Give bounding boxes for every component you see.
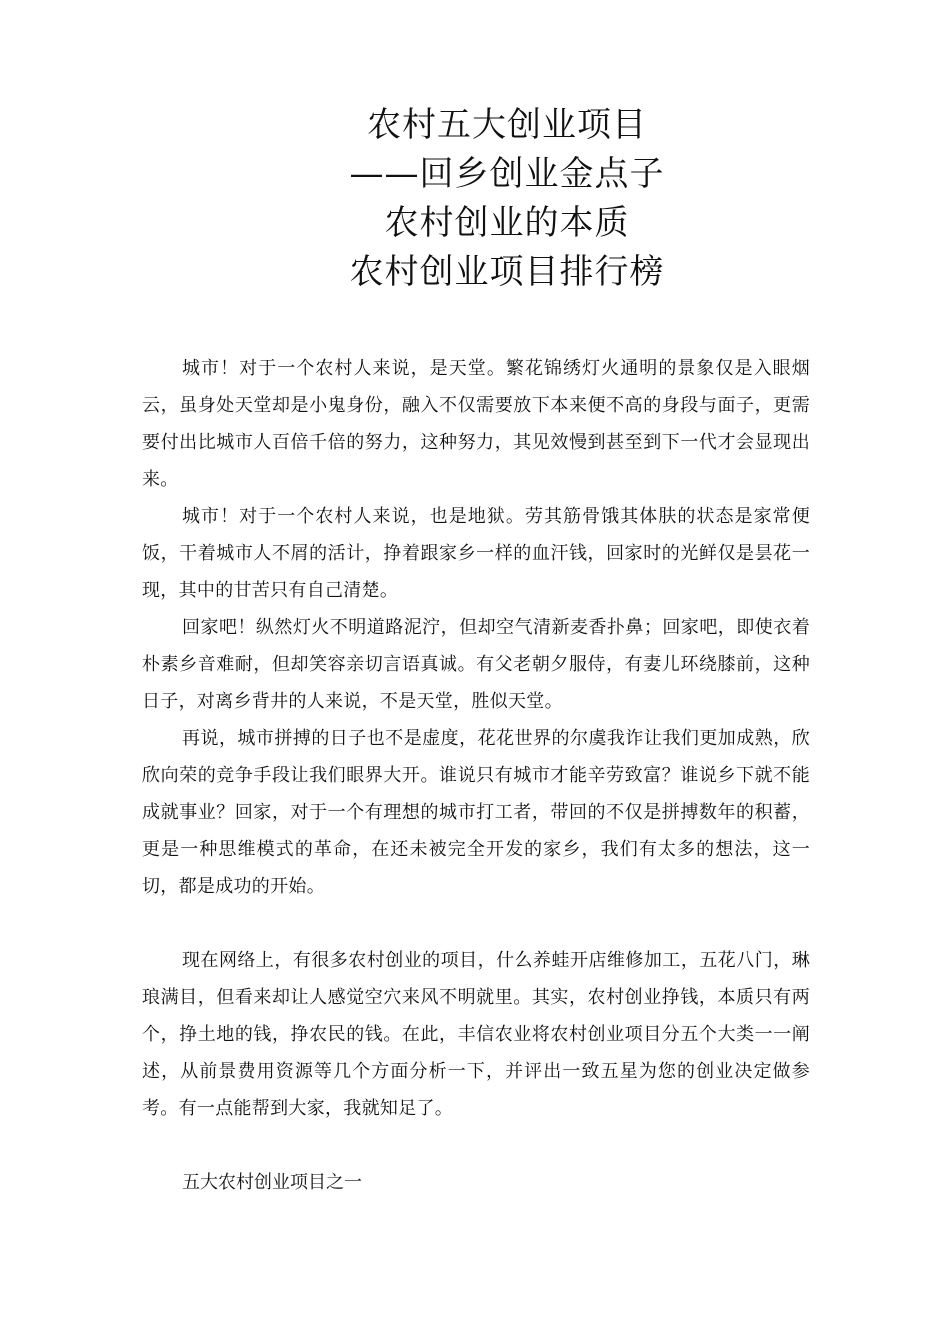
title-line-2: ——回乡创业金点子 xyxy=(349,154,665,194)
title-line-3: 农村创业的本质 xyxy=(384,203,630,243)
paragraph-3: 回家吧！纵然灯火不明道路泥泞，但却空气清新麦香扑鼻；回家吧，即使衣着朴素乡音难耐，但却笑容亲切言语真诚。有父老朝夕服侍，有妻儿环绕膝前，这种日子，对离乡背井的人来说，不是天堂，胜似天堂。 xyxy=(142,617,810,712)
paragraph-1: 城市！对于一个农村人来说，是天堂。繁花锦绣灯火通明的景象仅是入眼烟云，虽身处天堂却是小鬼身份，融入不仅需要放下本来便不高的身段与面子，更需要付出比城市人百倍千倍的努力，这种努力，其见效慢到甚至到下一代才会显现出来。 xyxy=(142,358,810,490)
paragraph-4: 再说，城市拼搏的日子也不是虚度，花花世界的尔虞我诈让我们更加成熟，欣欣向荣的竞争手段让我们眼界大开。谁说只有城市才能辛劳致富？谁说乡下就不能成就事业？回家，对于一个有理想的城市打工者，带回的不仅是拼搏数年的积蓄，更是一种思维模式的革命，在还未被完全开发的家乡，我们有太多的想法，这一切，都是成功的开始。 xyxy=(142,728,810,897)
section-heading: 五大农村创业项目之一 xyxy=(182,1172,362,1193)
document-body xyxy=(142,350,810,1201)
document-title xyxy=(0,101,950,297)
title-line-1: 农村五大创业项目 xyxy=(367,105,647,145)
title-line-4: 农村创业项目排行榜 xyxy=(349,252,665,292)
paragraph-2: 城市！对于一个农村人来说，也是地狱。劳其筋骨饿其体肤的状态是家常便饭，干着城市人不屑的活计，挣着跟家乡一样的血汗钱，回家时的光鲜仅是昙花一现，其中的甘苦只有自己清楚。 xyxy=(142,506,810,601)
section-gap xyxy=(142,1127,810,1164)
paragraph-5: 现在网络上，有很多农村创业的项目，什么养蛙开店维修加工，五花八门，琳琅满目，但看来却让人感觉空穴来风不明就里。其实，农村创业挣钱，本质只有两个，挣土地的钱，挣农民的钱。在此，丰信农业将农村创业项目分五个大类一一阐述，从前景费用资源等几个方面分析一下，并评出一致五星为您的创业决定做参考。有一点能帮到大家，我就知足了。 xyxy=(142,950,810,1119)
paragraph-gap xyxy=(142,905,810,942)
